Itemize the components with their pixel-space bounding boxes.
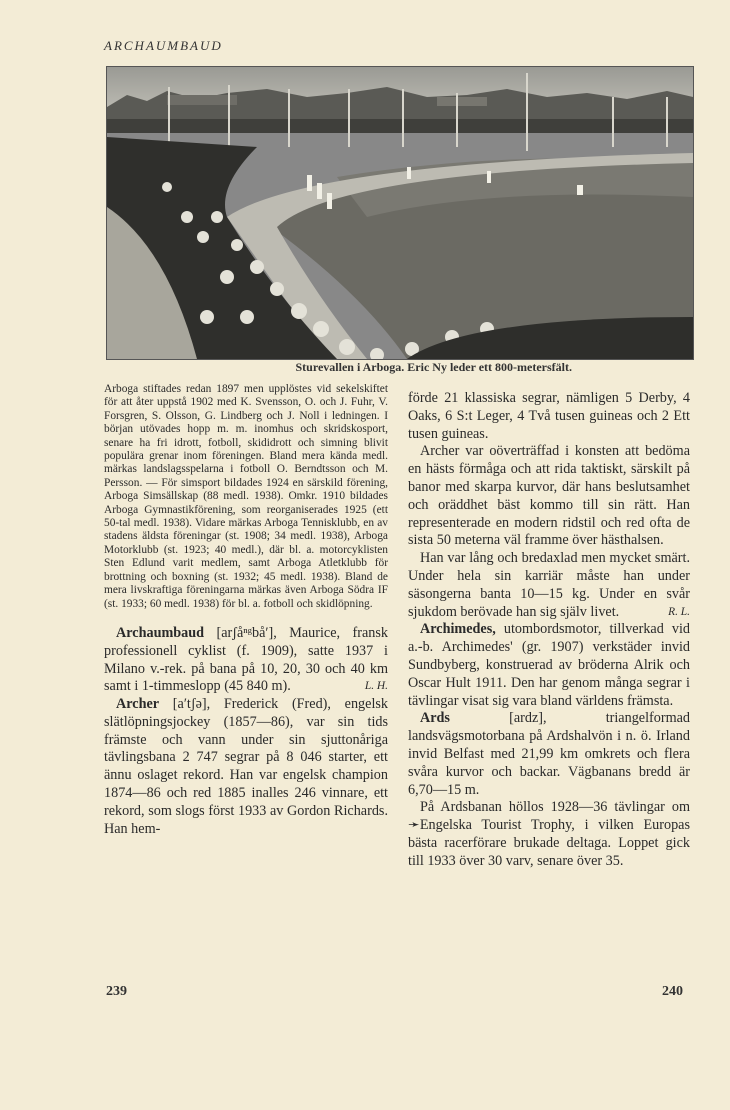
signature-lh: L. H.: [364, 680, 388, 693]
headword-archimedes: Archimedes,: [420, 621, 496, 638]
entry-archimedes-text: utombordsmotor, tillverkad vid a.-b. Archimedes' (gr. 1907) verkstäder invid Sundbyberg, konstruerad av bröderna Alrik och Oscar Hult 1911. Den har genom många segrar i tävlingar visat sig vara bland världens främsta.: [408, 621, 690, 709]
stadium-photo: [106, 66, 694, 360]
page-number-left: 239: [106, 984, 127, 999]
right-column: [408, 390, 690, 871]
figure-caption: Sturevallen i Arboga. Eric Ny leder ett 800-metersfält.: [295, 360, 572, 374]
entry-archaumbaud-text: [arʃåⁿᵍbå′], Maurice, fransk professionell cyklist (f. 1909), satte 1937 i Milano v.-rek. på bana på 10, 20, 30 och 40 km samt i 1-timmeslopp (45 840 m).: [104, 624, 388, 695]
entry-archer: [104, 696, 388, 838]
entry-archer-text: [a′tʃə], Frederick (Fred), engelsk slätlöpningsjockey (1857—86), var sin tids främste och vann under sin sjuttonåriga tävlingsbana 2 747 segrar på 8 046 starter, ett ännu oslaget rekord. Han var engelsk champion 1874—86 och red 1885 inalles 246 vinnare, ett rekord, som slogs först 1933 av Gordon Richards. Han hem-: [104, 696, 389, 837]
archer-paragraph-3-text: Han var lång och bredaxlad men mycket smärt. Under hela sin karriär måste han under säsongerna banta 10—15 kg. Under en svår sjukdom berövade han sig själv livet.: [408, 550, 690, 620]
headword-ards: Ards: [420, 710, 450, 727]
archer-continued: förde 21 klassiska segrar, nämligen 5 Derby, 4 Oaks, 6 S:t Leger, 4 Två tusen guineas och 2 Ett tusen guineas.: [408, 390, 690, 442]
running-head: ARCHAUMBAUD: [104, 38, 223, 53]
arboga-text: Arboga stiftades redan 1897 men upplöstes vid sekelskiftet för att åter uppstå 1902 med K. Svensson, O. och J. Fuhr, V. Forsgren, S. Olsson, G. Lindberg och J. Noll i ledningen. I början utövades hopp m. m. inomhus och skridskosport, senare ha fri idrott, fotboll, skididrott och simning blivit populära grenar inom föreningen. Bland mera kända medl. märkas landslagsspelarna i fotboll O. Berndtsson och M. Persson. — För simsport bildades 1924 en särskild förening, Arboga Simsällskap (88 medl. 1938). Omkr. 1910 bildades Arboga Gymnastikförening, som reorganiserades 1925 (ett 50-tal medl. 1938). Vidare märkas Arboga Tennisklubb, en av stadens äldsta föreningar (st. 1908; 34 medl. 1938), Arboga Motorklubb (st. 1923; 40 medl.), där bl. a. motorcyklisten Sten Edlund varit medlem, samt Arboga Atletklubb för brottning och boxning (st. 1932; 45 medl. 1938). Bland de mera livskraftiga föreningarna märkas även Arboga Södra IF (st. 1933; 60 medl. 1938) för bl. a. fotboll och skidlöpning.: [104, 383, 388, 610]
left-column: [104, 383, 388, 838]
page-number-right: 240: [662, 984, 683, 999]
archer-paragraph-2: Archer var oöverträffad i konsten att bedöma en hästs förmåga och att rida taktiskt, särskilt på banor med skarpa kurvor, där hans beslutsamhet och oräddhet bäst kommo till sin rätt. Han representerade en modern ridstil och red ofta de sista 50 meterna väl framme över hästhalsen.: [408, 443, 690, 549]
entry-archaumbaud: [104, 625, 388, 696]
entry-archimedes: [408, 621, 690, 710]
archer-paragraph-3: [408, 550, 690, 621]
signature-rl: R. L.: [668, 605, 690, 618]
ards-paragraph-2: På Ardsbanan höllos 1928—36 tävlingar om ➛Engelska Tourist Trophy, i vilken Europas bästa racerförare brukade deltaga. Loppet gick till 1933 över 30 varv, senare över 35.: [408, 799, 690, 869]
entry-ards: [408, 710, 690, 799]
headword-archer: Archer: [116, 696, 160, 713]
entry-ards-text: [ardz], triangelformad landsvägsmotorbana på Ardshalvön i n. ö. Irland invid Belfast med 21,99 km omkrets och flera svåra kurvor och backar. Vägbanans bredd är 6,70—15 m.: [408, 710, 690, 798]
headword-archaumbaud: Archaumbaud: [116, 624, 205, 641]
